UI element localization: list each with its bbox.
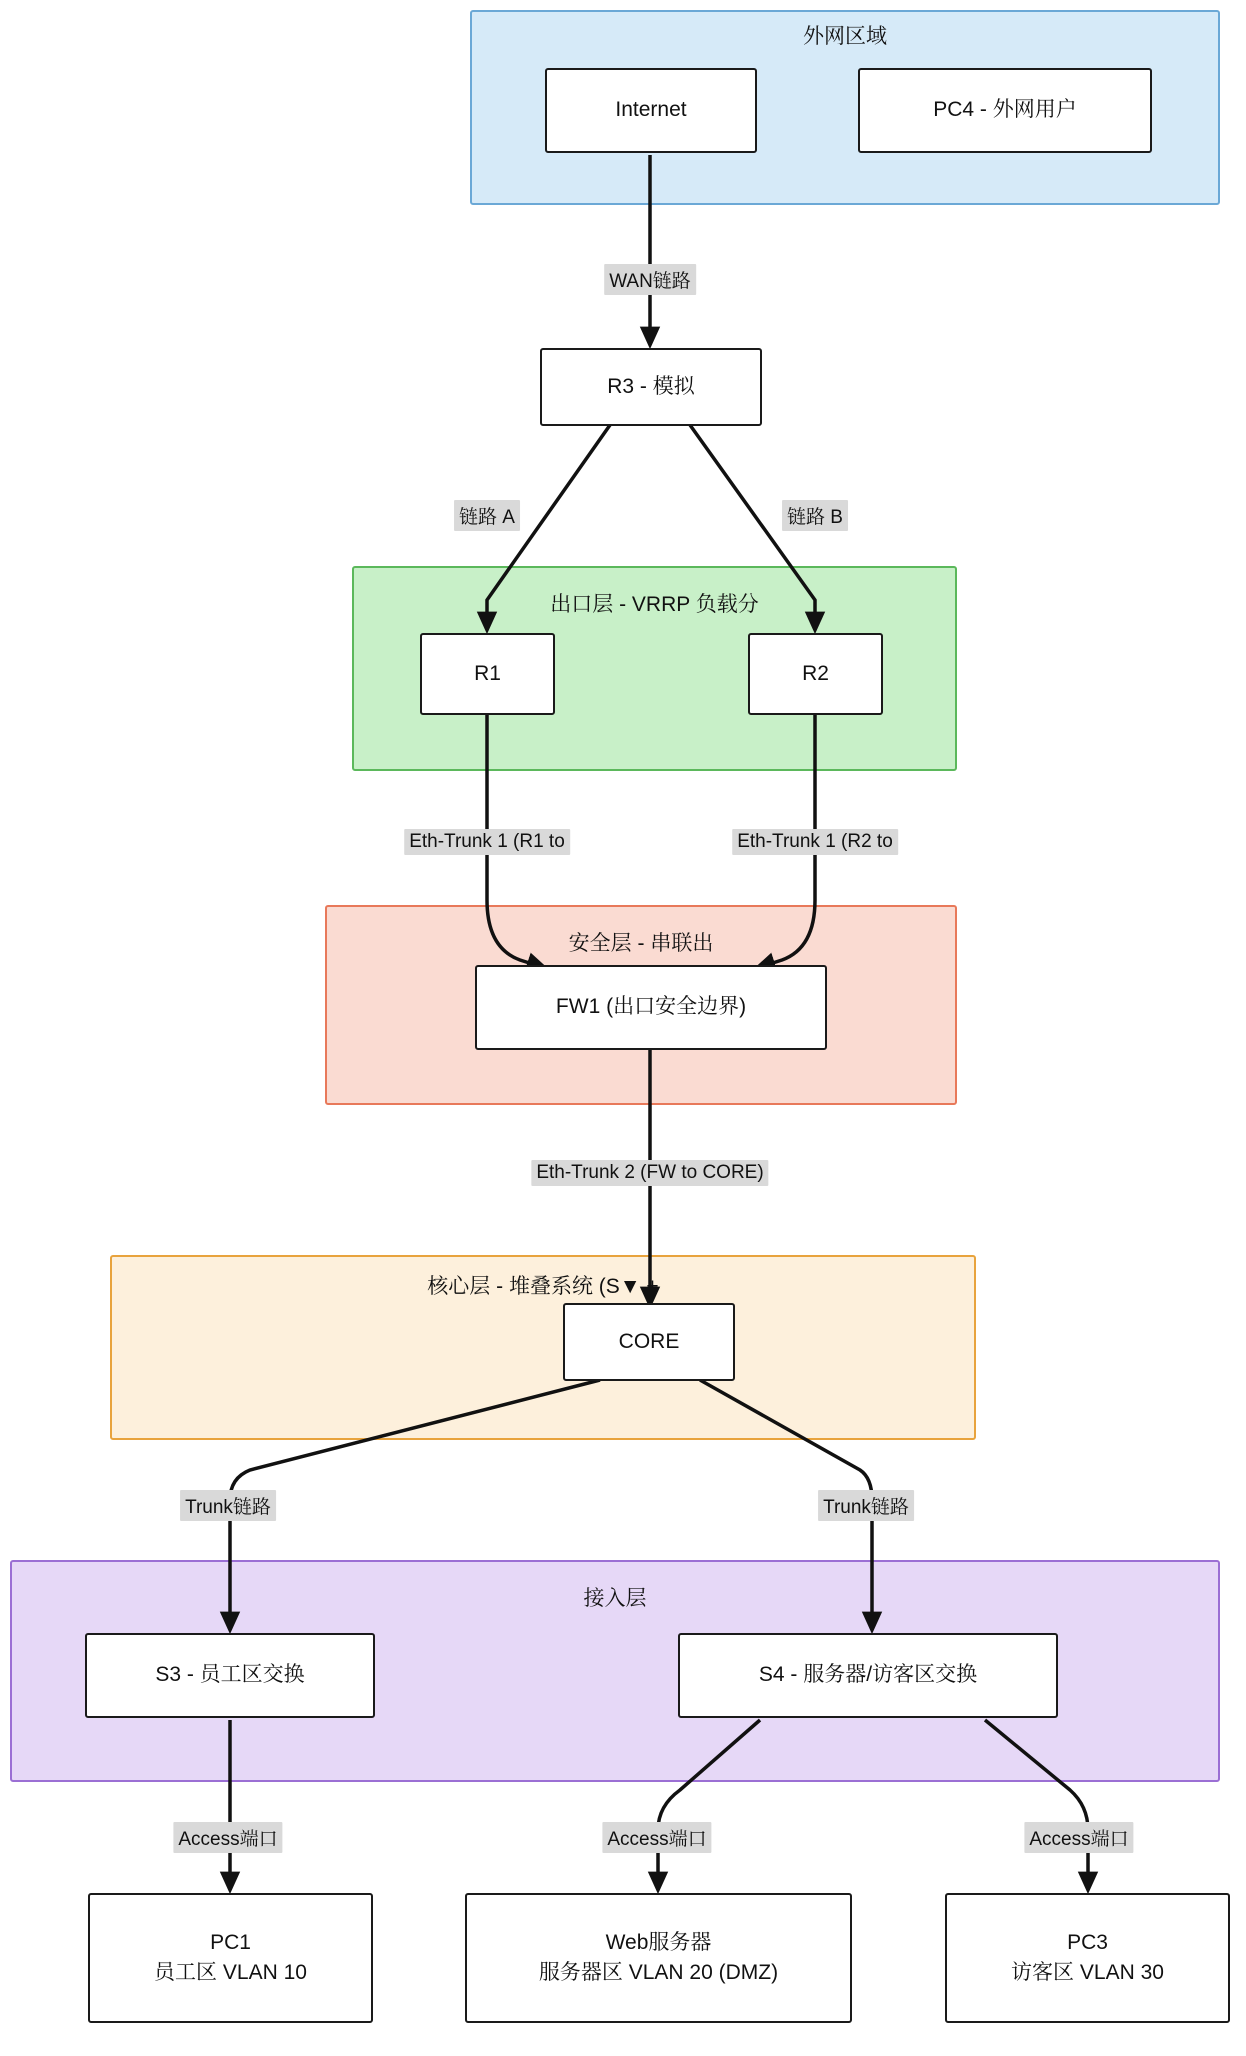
edge-label-access-3: Access端口 — [1024, 1822, 1133, 1853]
zone-external-title: 外网区域 — [803, 25, 887, 48]
node-r2-label: R2 — [802, 661, 829, 685]
node-s3[interactable] — [85, 1633, 375, 1718]
node-pc3-sublabel: 访客区 VLAN 30 — [1011, 1961, 1164, 1984]
node-r2[interactable] — [748, 633, 883, 715]
edge-label-trunk-left: Trunk链路 — [180, 1490, 276, 1521]
edge-label-trunk-right: Trunk链路 — [818, 1490, 914, 1521]
edge-label-eth-trunk1-r2: Eth-Trunk 1 (R2 to — [732, 829, 898, 855]
edge-label-access-2: Access端口 — [602, 1822, 711, 1853]
node-pc4[interactable] — [858, 68, 1152, 153]
node-internet[interactable] — [545, 68, 757, 153]
node-r3[interactable] — [540, 348, 762, 426]
edge-label-link-a: 链路 A — [454, 500, 520, 531]
node-fw1-label: FW1 (出口安全边界) — [555, 995, 747, 1019]
node-web[interactable] — [465, 1893, 852, 2023]
node-core[interactable] — [563, 1303, 735, 1381]
node-pc3[interactable] — [945, 1893, 1230, 2023]
edge-label-wan: WAN链路 — [604, 264, 696, 295]
node-pc4-label: PC4 - 外网用户 — [933, 98, 1077, 122]
node-web-label: Web服务器 — [605, 1930, 712, 1954]
edge-label-link-b: 链路 B — [782, 500, 848, 531]
node-fw1[interactable] — [475, 965, 827, 1050]
edge-label-eth-trunk1-r1: Eth-Trunk 1 (R1 to — [404, 829, 570, 855]
zone-access-title: 接入层 — [583, 1587, 647, 1610]
edge-label-eth-trunk2: Eth-Trunk 2 (FW to CORE) — [531, 1160, 768, 1186]
zone-security-title: 安全层 - 串联出 — [568, 932, 714, 955]
node-s4[interactable] — [678, 1633, 1058, 1718]
node-pc1[interactable] — [88, 1893, 373, 2023]
node-pc3-label: PC3 — [1067, 1930, 1108, 1954]
node-r3-label: R3 - 模拟 — [607, 374, 695, 398]
node-web-sublabel: 服务器区 VLAN 20 (DMZ) — [538, 1961, 779, 1984]
edge-label-access-1: Access端口 — [173, 1822, 282, 1853]
node-pc1-sublabel: 员工区 VLAN 10 — [154, 1961, 307, 1984]
zone-core-title: 核心层 - 堆叠系统 (S▼ + — [427, 1275, 659, 1298]
node-r1-label: R1 — [474, 661, 501, 685]
node-s3-label: S3 - 员工区交换 — [155, 1663, 305, 1687]
node-internet-label: Internet — [615, 98, 687, 122]
node-pc1-label: PC1 — [210, 1930, 251, 1954]
node-s4-label: S4 - 服务器/访客区交换 — [758, 1663, 978, 1687]
node-core-label: CORE — [618, 1329, 680, 1353]
node-r1[interactable] — [420, 633, 555, 715]
zone-egress-title: 出口层 - VRRP 负载分 — [550, 593, 759, 616]
